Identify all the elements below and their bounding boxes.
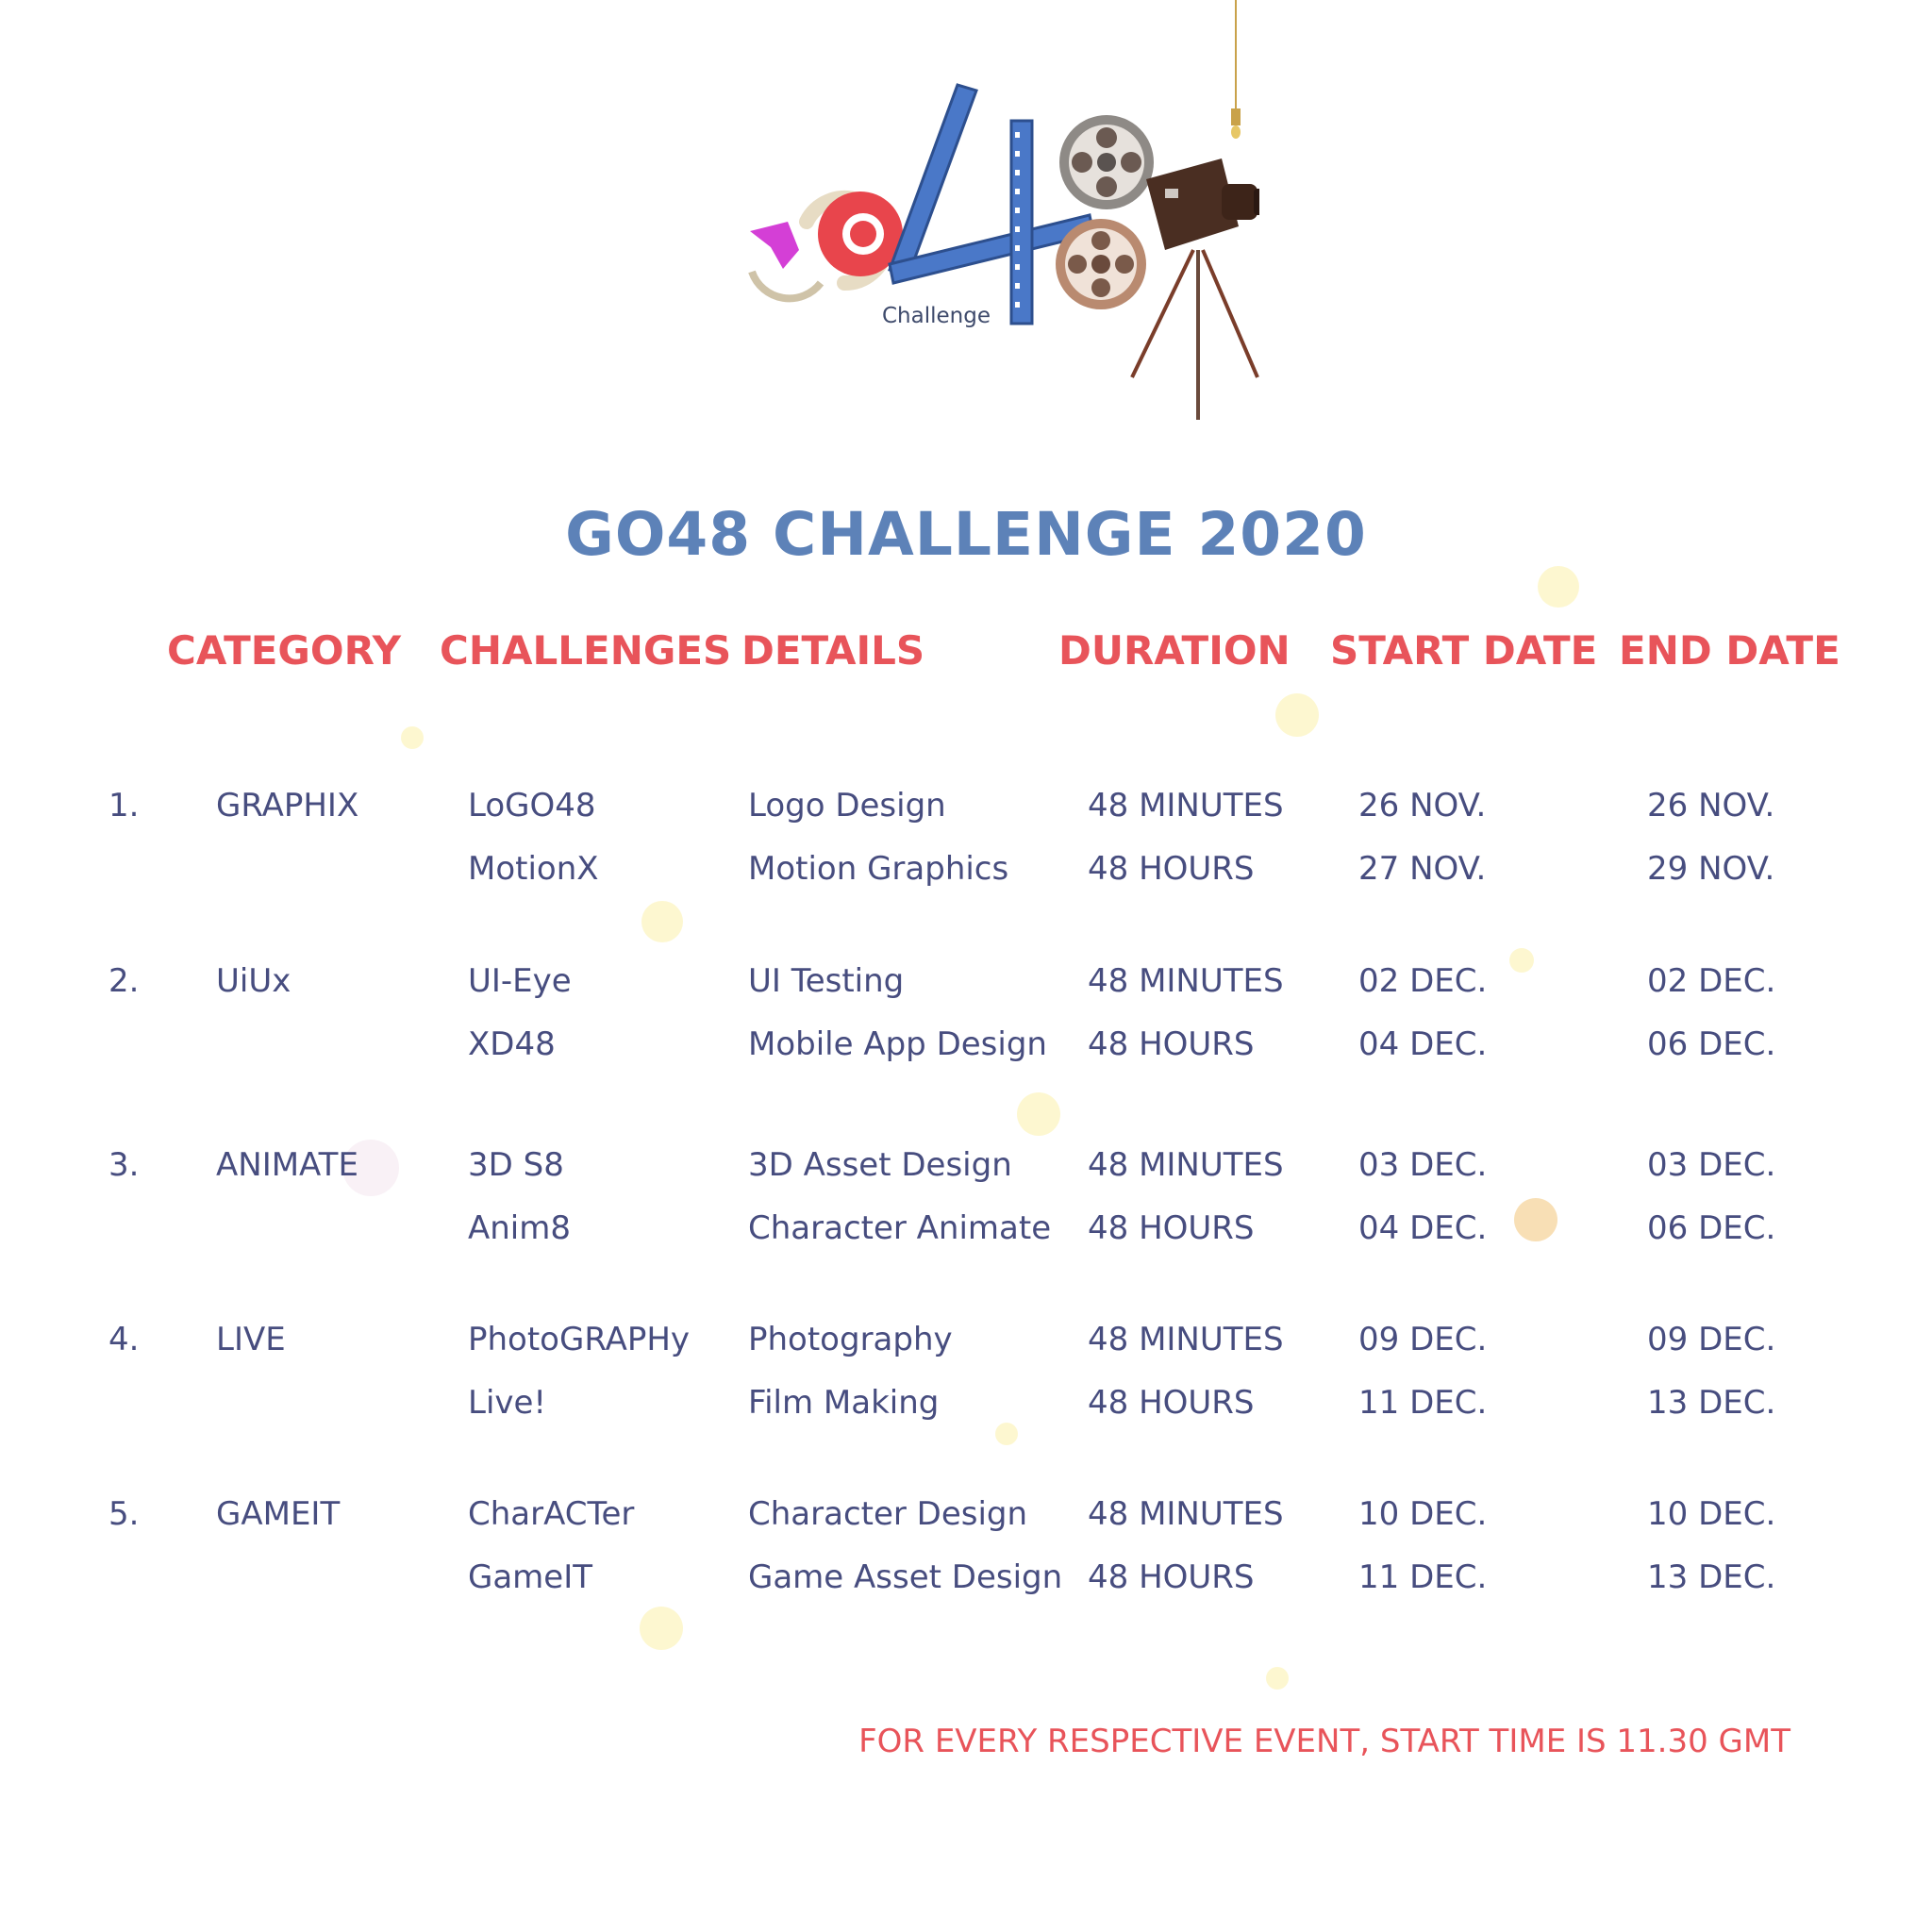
bokeh-dot <box>1017 1092 1060 1136</box>
challenge-end-date: 02 DEC. <box>1647 962 1776 1000</box>
group-category: GRAPHIX <box>216 787 359 824</box>
bokeh-dot <box>1514 1198 1557 1241</box>
challenge-name: Anim8 <box>468 1209 572 1247</box>
logo-tagline: Challenge <box>882 304 991 328</box>
movie-camera-icon <box>1132 158 1259 420</box>
challenge-end-date: 03 DEC. <box>1647 1146 1776 1184</box>
challenge-start-date: 11 DEC. <box>1358 1384 1488 1422</box>
film-reel-icon <box>1056 219 1146 309</box>
challenge-end-date: 26 NOV. <box>1647 787 1775 824</box>
group-category: UiUx <box>216 962 291 1000</box>
challenge-details: Game Asset Design <box>748 1558 1063 1596</box>
challenge-start-date: 04 DEC. <box>1358 1025 1488 1063</box>
challenge-details: Motion Graphics <box>748 850 1009 888</box>
challenge-details: Character Design <box>748 1495 1028 1533</box>
header-end-date: END DATE <box>1619 627 1840 674</box>
challenge-start-date: 26 NOV. <box>1358 787 1487 824</box>
group-category: ANIMATE <box>216 1146 358 1184</box>
group-number: 1. <box>108 787 140 824</box>
header-challenges: CHALLENGES <box>440 627 732 674</box>
challenge-name: LoGO48 <box>468 787 596 824</box>
bokeh-dot <box>640 1607 683 1650</box>
group-category: LIVE <box>216 1321 286 1358</box>
challenge-duration: 48 MINUTES <box>1088 962 1284 1000</box>
header-duration: DURATION <box>1058 627 1291 674</box>
header-details: DETAILS <box>741 627 925 674</box>
start-time-note: FOR EVERY RESPECTIVE EVENT, START TIME IS 11.30 GMT <box>858 1723 1790 1760</box>
group-number: 3. <box>108 1146 140 1184</box>
group-number: 5. <box>108 1495 140 1533</box>
challenge-name: XD48 <box>468 1025 556 1063</box>
challenge-duration: 48 HOURS <box>1088 1384 1255 1422</box>
challenge-details: Logo Design <box>748 787 946 824</box>
challenge-details: UI Testing <box>748 962 905 1000</box>
challenge-end-date: 29 NOV. <box>1647 850 1775 888</box>
challenge-details: Film Making <box>748 1384 940 1422</box>
challenge-name: MotionX <box>468 850 599 888</box>
go48-logo <box>693 0 1259 425</box>
challenge-name: UI-Eye <box>468 962 572 1000</box>
challenge-name: Live! <box>468 1384 547 1422</box>
challenge-end-date: 06 DEC. <box>1647 1025 1776 1063</box>
bokeh-dot <box>1538 566 1579 608</box>
bokeh-dot <box>995 1423 1018 1445</box>
bokeh-dot <box>401 726 424 749</box>
challenge-duration: 48 MINUTES <box>1088 787 1284 824</box>
challenge-start-date: 02 DEC. <box>1358 962 1488 1000</box>
challenge-duration: 48 HOURS <box>1088 1209 1255 1247</box>
challenge-end-date: 13 DEC. <box>1647 1384 1776 1422</box>
challenge-end-date: 10 DEC. <box>1647 1495 1776 1533</box>
challenge-details: Mobile App Design <box>748 1025 1047 1063</box>
challenge-name: GameIT <box>468 1558 593 1596</box>
challenge-end-date: 13 DEC. <box>1647 1558 1776 1596</box>
bokeh-dot <box>1509 948 1534 973</box>
challenge-name: PhotoGRAPHy <box>468 1321 691 1358</box>
challenge-name: 3D S8 <box>468 1146 564 1184</box>
challenge-details: 3D Asset Design <box>748 1146 1012 1184</box>
group-category: GAMEIT <box>216 1495 341 1533</box>
challenge-start-date: 11 DEC. <box>1358 1558 1488 1596</box>
challenge-start-date: 03 DEC. <box>1358 1146 1488 1184</box>
challenge-end-date: 06 DEC. <box>1647 1209 1776 1247</box>
challenge-start-date: 10 DEC. <box>1358 1495 1488 1533</box>
challenge-details: Photography <box>748 1321 953 1358</box>
challenge-start-date: 04 DEC. <box>1358 1209 1488 1247</box>
film-reel-icon <box>1059 115 1154 209</box>
challenge-details: Character Animate <box>748 1209 1052 1247</box>
challenge-start-date: 09 DEC. <box>1358 1321 1488 1358</box>
challenge-name: CharACTer <box>468 1495 635 1533</box>
challenge-start-date: 27 NOV. <box>1358 850 1487 888</box>
header-category: CATEGORY <box>167 627 402 674</box>
bokeh-dot <box>1266 1667 1289 1690</box>
challenge-duration: 48 HOURS <box>1088 850 1255 888</box>
challenge-duration: 48 MINUTES <box>1088 1495 1284 1533</box>
group-number: 2. <box>108 962 140 1000</box>
challenge-duration: 48 MINUTES <box>1088 1321 1284 1358</box>
page-title: GO48 CHALLENGE 2020 <box>565 500 1367 569</box>
bokeh-dot <box>1275 693 1319 737</box>
challenge-duration: 48 HOURS <box>1088 1558 1255 1596</box>
group-number: 4. <box>108 1321 140 1358</box>
challenge-duration: 48 MINUTES <box>1088 1146 1284 1184</box>
header-start-date: START DATE <box>1330 627 1598 674</box>
challenge-duration: 48 HOURS <box>1088 1025 1255 1063</box>
challenge-end-date: 09 DEC. <box>1647 1321 1776 1358</box>
bokeh-dot <box>641 901 683 942</box>
